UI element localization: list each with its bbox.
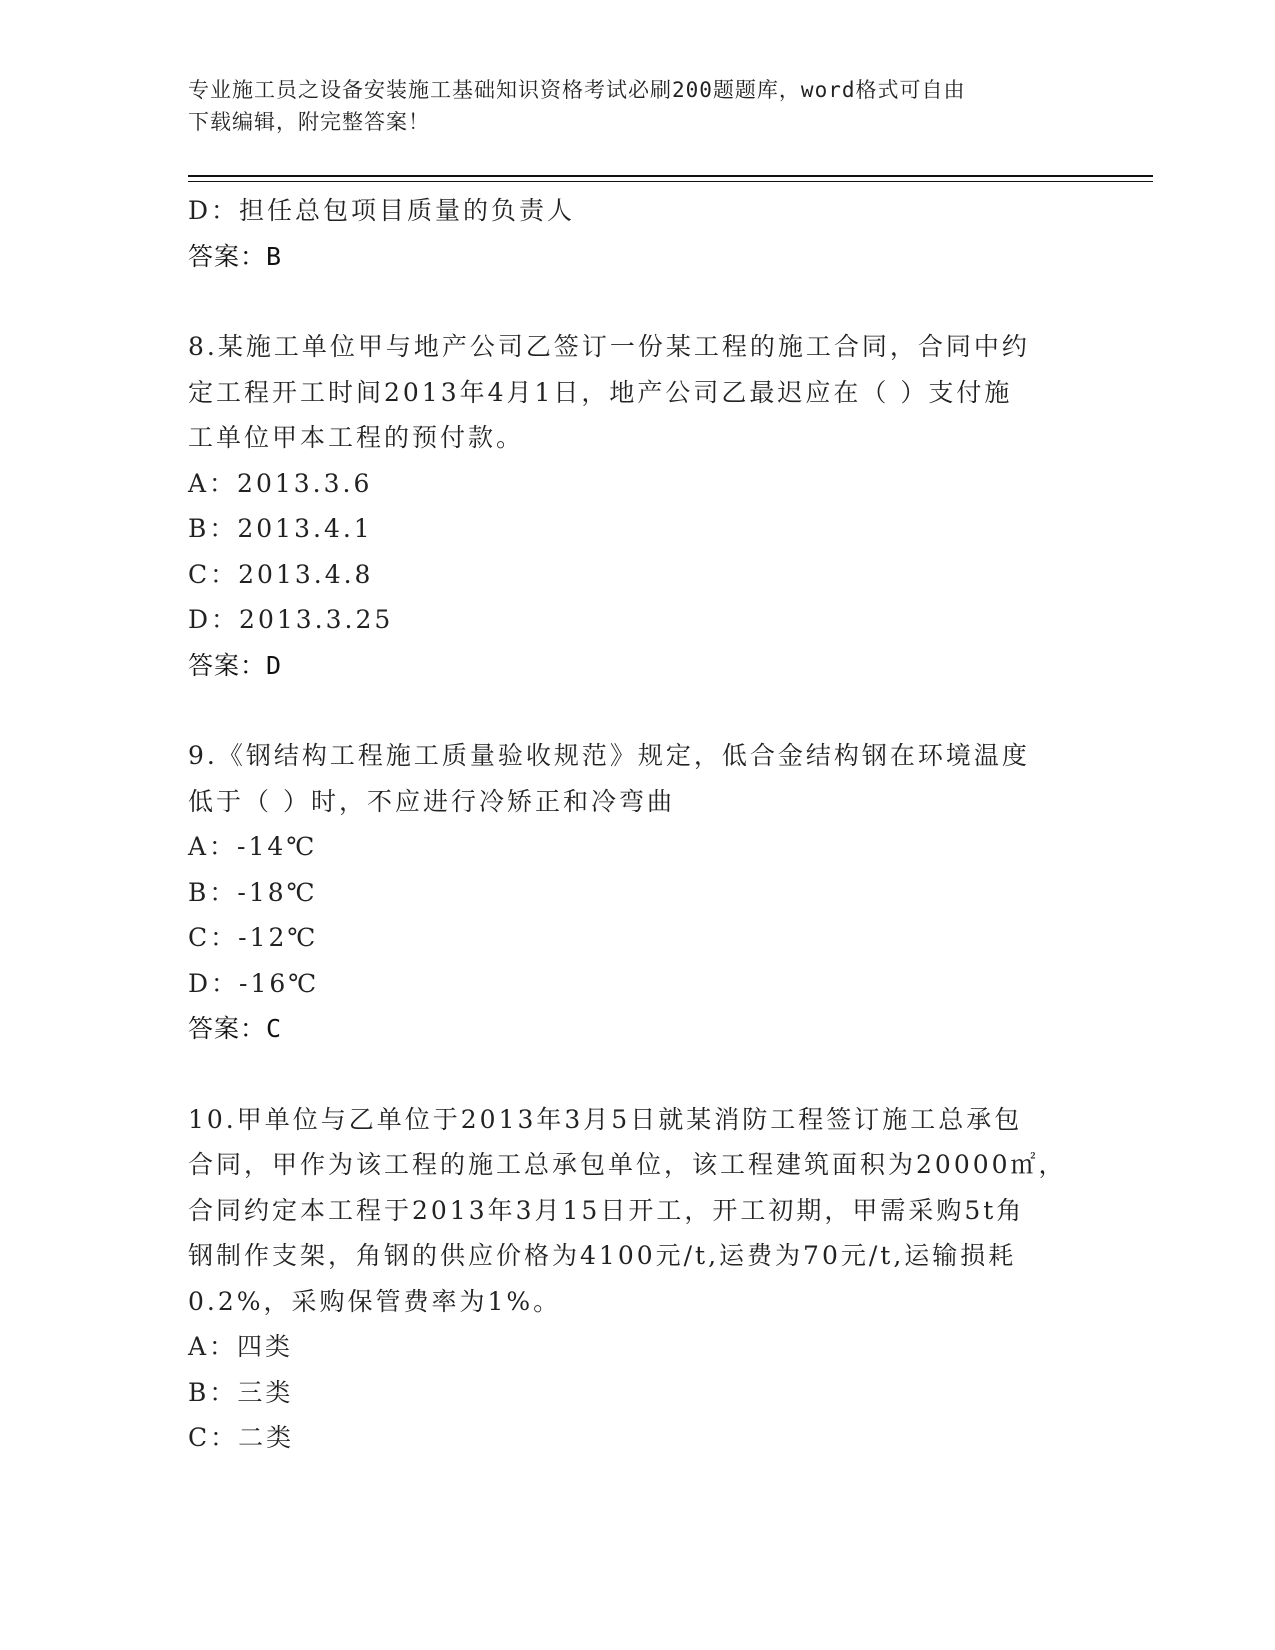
- question-stem-line: 工单位甲本工程的预付款。: [188, 423, 525, 452]
- question-stem-line: 合同，甲作为该工程的施工总承包单位，该工程建筑面积为20000㎡，: [188, 1150, 1067, 1179]
- option-b: B：2013.4.1: [188, 514, 373, 543]
- spacer: [188, 1052, 1088, 1097]
- question-stem-line: 合同约定本工程于2013年3月15日开工，开工初期，甲需采购5t角: [188, 1195, 1025, 1225]
- option-b: B：三类: [188, 1377, 294, 1407]
- answer-line: 答案：C: [188, 1014, 283, 1043]
- question-10: [188, 1097, 1088, 1461]
- header-line-1: 专业施工员之设备安装施工基础知识资格考试必刷200题题库，word格式可自由: [188, 78, 966, 102]
- header-divider-thin: [188, 181, 1153, 182]
- option-c: C：二类: [188, 1423, 295, 1452]
- previous-question-tail: [188, 188, 1088, 279]
- question-9: [188, 733, 1088, 1052]
- question-stem-line: 9.《钢结构工程施工质量验收规范》规定，低合金结构钢在环境温度: [188, 741, 1030, 770]
- question-8: [188, 324, 1088, 688]
- question-content: [188, 188, 1088, 1461]
- option-d: D：-16℃: [188, 968, 320, 998]
- option-b: B：-18℃: [188, 877, 318, 907]
- spacer: [188, 279, 1088, 324]
- answer-line: 答案：D: [188, 650, 283, 680]
- option-c: C：2013.4.8: [188, 559, 374, 589]
- question-stem-line: 钢制作支架，角钢的供应价格为4100元/t,运费为70元/t,运输损耗: [188, 1241, 1017, 1270]
- option-d: D：担任总包项目质量的负责人: [188, 196, 576, 225]
- option-a: A：-14℃: [188, 832, 318, 861]
- document-header: [188, 74, 1088, 138]
- option-a: A：四类: [188, 1332, 294, 1361]
- question-stem-line: 8.某施工单位甲与地产公司乙签订一份某工程的施工合同，合同中约: [188, 332, 1030, 361]
- question-stem-line: 低于（ ）时，不应进行冷矫正和冷弯曲: [188, 786, 675, 816]
- spacer: [188, 688, 1088, 733]
- header-line-2: 下载编辑，附完整答案！: [188, 110, 430, 134]
- question-stem-line: 0.2%，采购保管费率为1%。: [188, 1286, 562, 1316]
- option-a: A：2013.3.6: [188, 468, 373, 498]
- answer-line: 答案：B: [188, 241, 283, 271]
- question-stem-line: 10.甲单位与乙单位于2013年3月5日就某消防工程签订施工总承包: [188, 1104, 1023, 1134]
- option-c: C：-12℃: [188, 923, 319, 952]
- header-divider-thick: [188, 175, 1153, 177]
- option-d: D：2013.3.25: [188, 605, 394, 634]
- question-stem-line: 定工程开工时间2013年4月1日，地产公司乙最迟应在（ ）支付施: [188, 377, 1013, 407]
